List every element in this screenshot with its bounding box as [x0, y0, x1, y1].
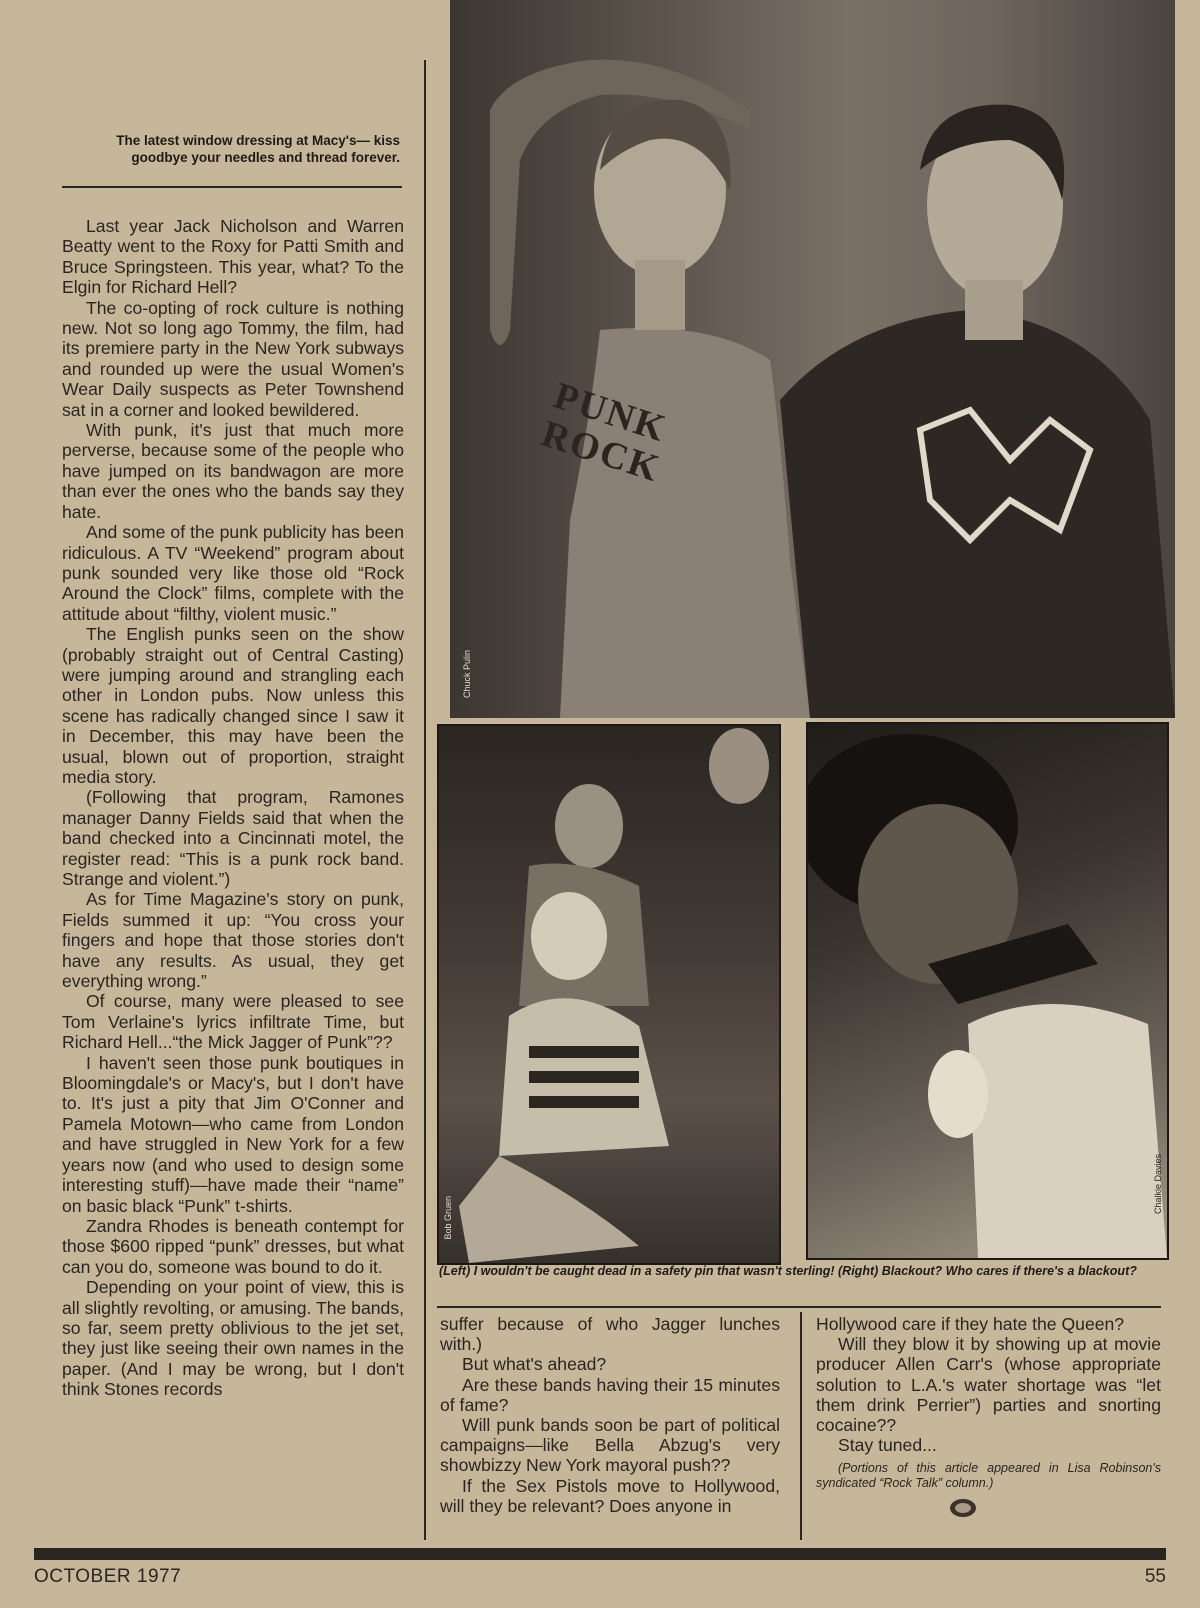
shirt-lettering: PUNK ROCK: [536, 374, 672, 491]
paragraph: And some of the punk publicity has been ridiculous. A TV “Weekend” program about punk sounded very like those old “Rock Around the Clock” films, complete with the attitude about “filthy, violent music.”: [62, 522, 404, 624]
column-divider: [800, 1312, 802, 1540]
middle-article-column: [440, 1314, 780, 1516]
paragraph: As for Time Magazine's story on punk, Fields summed it up: “You cross your fingers and hope that those stories don't have any results. As usual, they get everything wrong.”: [62, 889, 404, 992]
left-article-column: [62, 216, 404, 1400]
paragraph: But what's ahead?: [462, 1354, 607, 1375]
blackout-illustration: [808, 724, 1167, 1258]
source-note: (Portions of this article appeared in Lisa Robinson's syndicated “Rock Talk” column.): [816, 1461, 1161, 1491]
paragraph: (Following that program, Ramones manager Danny Fields said that when the band checked into a Cincinnati motel, the register read: “This is a punk rock band. Strange and violent.”): [62, 787, 404, 889]
crowd-illustration: [439, 726, 779, 1263]
photo-credit: Chalkie Davies: [1153, 1154, 1163, 1215]
column-divider: [424, 60, 426, 1540]
paragraph: Of course, many were pleased to see Tom Verlaine's lyrics infiltrate Time, but Richard Hell...“the Mick Jagger of Punk”??: [62, 991, 404, 1053]
page-number: 55: [1144, 1566, 1166, 1587]
paragraph: Stay tuned...: [838, 1435, 937, 1456]
paragraph: If the Sex Pistols move to Hollywood, will they be relevant? Does anyone in: [440, 1475, 780, 1516]
paragraph: I haven't seen those punk boutiques in Bloomingdale's or Macy's, but I don't have to. It's just a pity that Jim O'Conner and Pamela Motown—who came from London and have struggled in New York for a few years now (and who used to design some interesting stuff)—have made their “name” on basic black “Punk” t-shirts.: [62, 1052, 404, 1216]
paragraph: Will punk bands soon be part of political campaigns—like Bella Abzug's very showbizzy New York mayoral push??: [440, 1415, 780, 1476]
crowd-photo: [437, 724, 781, 1265]
photo-credit: Chuck Pulin: [462, 650, 472, 699]
photo-credit: Bob Gruen: [443, 1196, 453, 1240]
paragraph: Last year Jack Nicholson and Warren Beatty went to the Roxy for Patti Smith and Bruce Springsteen. This year, what? To the Elgin for Richard Hell?: [62, 216, 404, 298]
mannequins-illustration: [450, 0, 1175, 718]
caption-rule: [437, 1306, 1161, 1308]
paragraph: The co-opting of rock culture is nothing new. Not so long ago Tommy, the film, had its premiere party in the New York subways and rounded up were the usual Women's Wear Daily suspects as Peter Townshend sat in a corner and looked bewildered.: [62, 297, 404, 420]
paragraph: With punk, it's just that much more perverse, because some of the people who have jumped on its bandwagon are more than ever the ones who the bands say they hate.: [62, 420, 404, 522]
paragraph: suffer because of who Jagger lunches with.): [440, 1314, 780, 1355]
mannequins-photo: [450, 0, 1175, 718]
right-article-column: [816, 1314, 1161, 1519]
caption-rule: [62, 186, 402, 188]
issue-date: OCTOBER 1977: [34, 1566, 182, 1587]
paragraph: Are these bands having their 15 minutes of fame?: [440, 1374, 780, 1415]
paragraph: Will they blow it by showing up at movie producer Allen Carr's (whose appropriate solution to L.A.'s water shortage was “let them drink Perrier”) parties and snorting cocaine??: [816, 1334, 1161, 1436]
end-mark-icon: [948, 1497, 978, 1519]
paragraph: The English punks seen on the show (probably straight out of Central Casting) were jumping around and strangling each other in London pubs. Now unless this scene has radically changed since I saw it in December, this may have been the usual, blown out of proportion, straight media story.: [62, 624, 404, 787]
top-photo-caption: The latest window dressing at Macy's— kiss goodbye your needles and thread forever.: [116, 133, 400, 165]
paragraph: Depending on your point of view, this is all slightly revolting, or amusing. The bands, so far, seem pretty oblivious to the jet set, they just like seeing their own names in the paper. (And I may be wrong, but I don't think Stones records: [62, 1277, 404, 1400]
paragraph: Zandra Rhodes is beneath contempt for those $600 ripped “punk” dresses, but what can you do, someone was bound to do it.: [62, 1215, 404, 1277]
footer-bar: [34, 1548, 1166, 1560]
paragraph: Hollywood care if they hate the Queen?: [816, 1314, 1125, 1334]
photo-caption: (Left) I wouldn't be caught dead in a safety pin that wasn't sterling! (Right) Blackout? Who cares if there's a blackout?: [439, 1264, 1137, 1278]
blackout-photo: [806, 722, 1169, 1260]
